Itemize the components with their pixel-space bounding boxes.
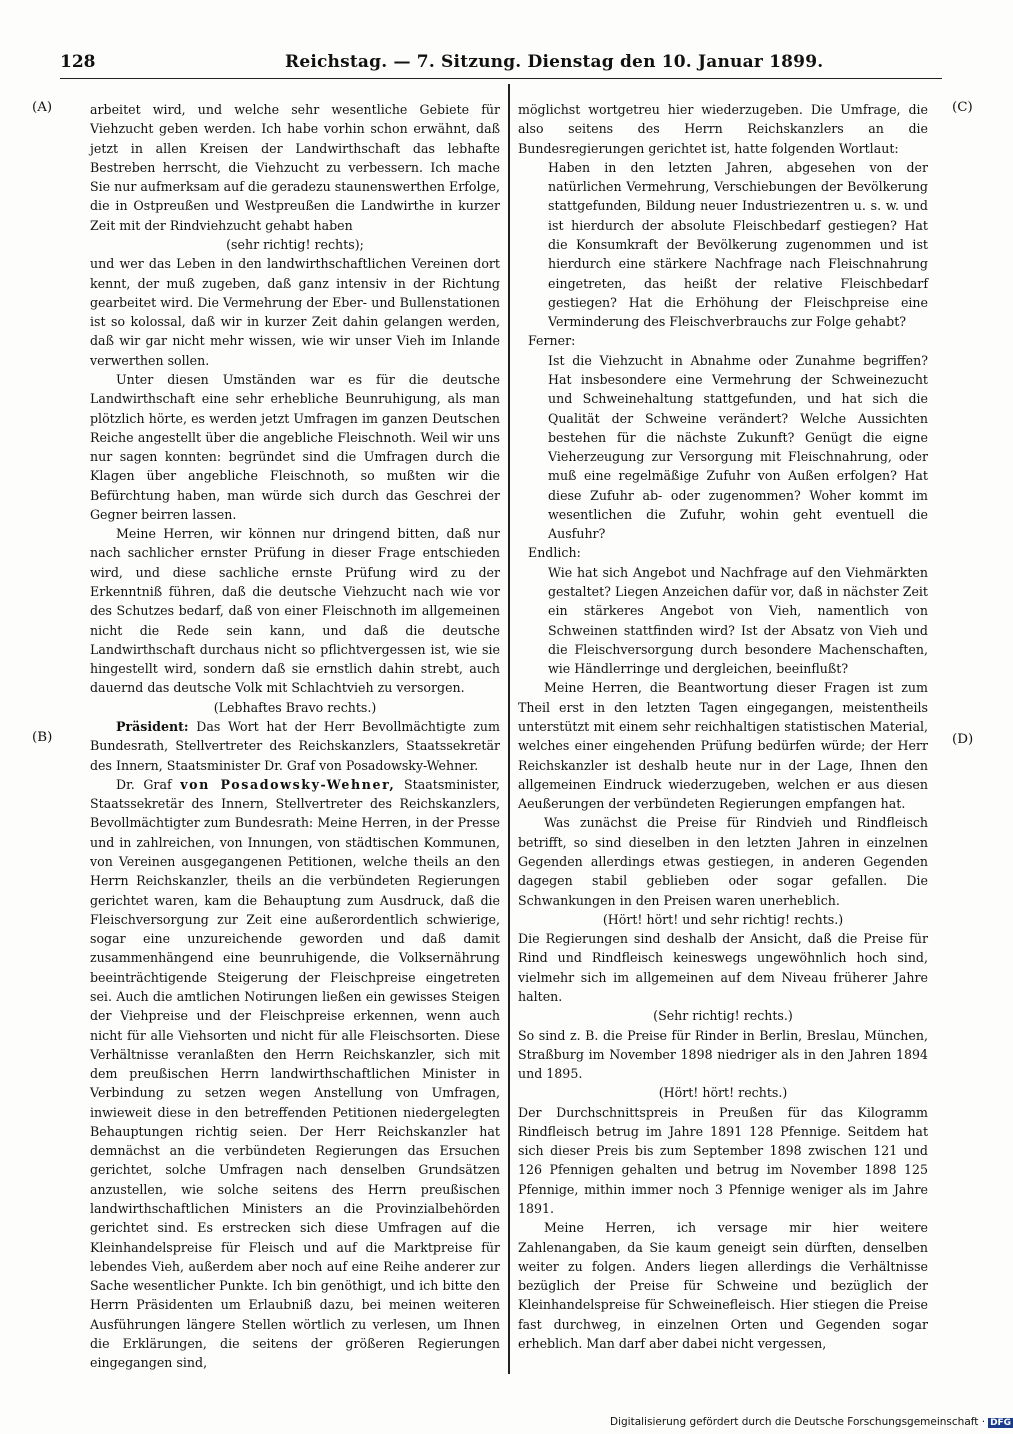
speaker-text: Staatsminister, Staatssekretär des Innern, Stellvertreter des Reichskanzlers, Bevollmächtigter zum Bundesrath: Meine Herren, in der Presse und in zahlreichen, von Innungen, von städtischen Kommunen, von Vereinen ausgegangenen Petitionen, welche theils an den Herrn Reichskanzler, theils an die verbündeten Regierungen gerichtet waren, kam die Behauptung zum Ausdruck, daß die Fleischversorgung zur Zeit eine außerordentlich schwierige, sogar eine unzureichende geworden und daß damit zusammenhängend eine beunruhigende, die Volksernährung beeinträchtigende Steigerung der Fleischpreise eingetreten sei. Auch die amtlichen Notirungen ließen ein gewisses Steigen der Viehpreise und der Fleischpreise erkennen, wenn auch nicht für alle Viehsorten und nicht für alle Fleischsorten. Diese Verhältnisse veranlaßten den Herrn Reichskanzler, sich mit dem preußischen Herrn landwirthschaftlichen Minister in Verbindung zu setzen wegen Anstellung von Umfragen, inwieweit diese in den betreffenden Petitionen niedergelegten Behauptungen richtig seien. Der Herr Reichskanzler hat demnächst an die verbündeten Regierungen das Ersuchen gerichtet, solche Umfragen nach denselben Grundsätzen anzustellen, wie solche seitens des Herrn preußischen landwirthschaftlichen Ministers an die Provinzialbehörden gerichtet sind. Es erstrecken sich diese Umfragen auf die Kleinhandelspreise für Fleisch und auf die Marktpreise für lebendes Vieh, außerdem aber noch auf eine Reihe anderer zur Sache wesentlicher Punkte. Ich bin genöthigt, und ich bitte den Herrn Präsidenten um Erlaubniß dazu, bei meinen weiteren Ausführungen längere Stellen wörtlich zu verlesen, um Ihnen die Erklärungen, die seitens der größeren Regierungen eingegangen sind,	[90, 776, 500, 1371]
question-label: Endlich:	[528, 545, 581, 561]
paragraph: und wer das Leben in den landwirthschaftlichen Vereinen dort kennt, der muß zugeben, daß ganz intensiv in der Richtung gearbeitet wird. Die Vermehrung der Eber- und Bullenstationen ist so kolossal, daß wir in kurzer Zeit dahin gelangen werden, daß wir gar nicht mehr wissen, wie wir unser Vieh im Inlande verwerthen sollen.	[90, 256, 500, 368]
paragraph: So sind z. B. die Preise für Rinder in Berlin, Breslau, München, Straßburg im November 1898 niedriger als in den Jahren 1894 und 1895.	[518, 1027, 928, 1082]
digitization-credit	[610, 1416, 1013, 1428]
speaker-text: Das Wort hat der Herr Bevollmächtigte zum Bundesrath, Stellvertreter des Reichskanzlers, Staatssekretär des Innern, Staatsminister Dr. Graf von Posadowsky-Wehner.	[90, 719, 500, 773]
quoted-question: Haben in den letzten Jahren, abgesehen von der natürlichen Vermehrung, Verschiebungen der Bevölkerung stattgefunden, Bildung neuer Industriezentren u. s. w. und ist hierdurch der absolute Fleischbedarf gestiegen? Hat die Konsumkraft der Bevölkerung zugenommen und ist hierdurch eine stärkere Nachfrage nach Fleischnahrung eingetreten, das heißt der relative Fleischbedarf gestiegen? Hat die Erhöhung der Fleischpreise eine Verminderung des Fleischverbrauchs zur Folge gehabt?	[548, 159, 928, 330]
speaker-paragraph	[90, 775, 500, 1373]
running-title: Reichstag. — 7. Sitzung. Dienstag den 10. Januar 1899.	[285, 52, 824, 72]
quoted-question: Ist die Viehzucht in Abnahme oder Zunahme begriffen? Hat insbesondere eine Vermehrung der Schweinezucht und Schweinehaltung stattgefunden, und hat sich die Qualität der Schweine verändert? Welche Aussichten bestehen für die nächste Zukunft? Genügt die eigne Vieherzeugung zur Versorgung mit Fleischnahrung, oder muß eine regelmäßige Zufuhr von Außen erfolgen? Hat diese Zufuhr ab- oder zugenommen? Woher kommt im wesentlichen die Zufuhr, wohin geht eventuell die Ausfuhr?	[548, 352, 928, 542]
paragraph: arbeitet wird, und welche sehr wesentliche Gebiete für Viehzucht geben werden. Ich habe vorhin schon erwähnt, daß jetzt in allen Kreisen der Landwirthschaft das lebhafte Bestreben herrscht, die Viehzucht zu verbessern. Ich mache Sie nur aufmerksam auf die geradezu staunenswerthen Erfolge, die in Ostpreußen und Westpreußen die Landwirthe in kurzer Zeit mit der Rindviehzucht gehabt haben	[90, 102, 501, 233]
speaker-label: Präsident:	[116, 719, 189, 734]
paragraph: möglichst wortgetreu hier wiederzugeben. Die Umfrage, die also seitens des Herrn Reichskanzlers an die Bundesregierungen gerichtet ist, hatte folgenden Wortlaut:	[518, 102, 928, 156]
footer-text: Digitalisierung gefördert durch die Deutsche Forschungsgemeinschaft ·	[610, 1416, 986, 1428]
speaker-paragraph	[90, 717, 500, 775]
paragraph: Meine Herren, wir können nur dringend bitten, daß nur nach sachlicher ernster Prüfung in dieser Frage entschieden wird, und diese sachliche ernste Prüfung wird zu der Erkenntniß führen, daß die deutsche Viehzucht nach wie vor des Schutzes bedarf, daß von einer Fleischnoth im allgemeinen nicht die Rede sein kann, und daß die deutsche Landwirthschaft durchaus nicht so pflichtvergessen ist, wie sie hingestellt wird, sondern daß sie ernstlich dahin strebt, auch dauernd das deutsche Volk mit Schlachtvieh zu versorgen.	[90, 526, 500, 696]
page-number: 128	[60, 52, 96, 72]
interjection: (Lebhaftes Bravo rechts.)	[213, 699, 377, 715]
speaker-title: Dr. Graf	[116, 776, 172, 792]
margin-marker-b: (B)	[32, 730, 53, 745]
paragraph: Was zunächst die Preise für Rindvieh und Rindfleisch betrifft, so sind dieselben in den letzten Jahren in einzelnen Gegenden allerdings etwas gestiegen, in anderen Gegenden dagegen stabil geblieben oder sogar gefallen. Die Schwankungen in den Preisen waren unerheblich.	[518, 815, 928, 908]
interjection: (sehr richtig! rechts);	[226, 236, 364, 252]
margin-marker-a: (A)	[32, 100, 53, 115]
speaker-name: von Posadowsky-Wehner,	[180, 776, 396, 792]
quoted-question: Wie hat sich Angebot und Nachfrage auf den Viehmärkten gestaltet? Liegen Anzeichen dafür vor, daß in nächster Zeit ein stärkeres Angebot von Vieh, namentlich von Schweinen stattfinden wird? Ist der Absatz von Vieh und die Fleischversorgung durch besondere Machenschaften, wie Händlerringe und dergleichen, beeinflußt?	[548, 564, 928, 677]
dfg-logo: DFG	[990, 1418, 1012, 1428]
interjection: (Sehr richtig! rechts.)	[653, 1008, 793, 1024]
margin-marker-c: (C)	[952, 100, 973, 115]
paragraph: Meine Herren, die Beantwortung dieser Fragen ist zum Theil erst in den letzten Tagen eingegangen, meistentheils unterstützt mit einem sehr reichhaltigen statistischen Material, welches einer eingehenden Prüfung bedürfen würde; der Herr Reichskanzler ist deshalb heute nur in der Lage, Ihnen den allgemeinen Eindruck wiederzugeben, welchen er aus diesen Aeußerungen der verbündeten Regierungen empfangen hat.	[518, 680, 928, 812]
paragraph: Meine Herren, ich versage mir hier weitere Zahlenangaben, da Sie kaum geneigt sein dürften, denselben weiter zu folgen. Anders liegen allerdings die Verhältnisse bezüglich der Preise für Schweine und bezüglich der Kleinhandelspreise für Schweinefleisch. Hier stiegen die Preise fast durchweg, in einzelnen Orten und Gegenden sogar erheblich. Man darf aber dabei nicht vergessen,	[518, 1220, 928, 1351]
interjection: (Hört! hört! rechts.)	[658, 1085, 788, 1101]
left-column	[90, 100, 500, 1373]
interjection: (Hört! hört! und sehr richtig! rechts.)	[602, 911, 844, 927]
margin-marker-d: (D)	[952, 732, 974, 747]
column-divider	[508, 84, 510, 1374]
paragraph: Der Durchschnittspreis in Preußen für das Kilogramm Rindfleisch betrug im Jahre 1891 128 Pfennige. Seitdem hat sich dieser Preis bis zum September 1898 zwischen 121 und 126 Pfennigen gehalten und betrug im November 1898 125 Pfennige, mithin immer noch 3 Pfennige weniger als im Jahre 1891.	[518, 1104, 928, 1217]
paragraph: Unter diesen Umständen war es für die deutsche Landwirthschaft eine sehr erhebliche Beunruhigung, als man plötzlich hörte, es werden jetzt Umfragen im ganzen Deutschen Reiche angestellt über die angebliche Fleischnoth. Weil wir uns nur sagen konnten: begründet sind die Umfragen durch die Klagen über angebliche Fleischnoth, so mußten wir die Befürchtung haben, man würde sich durch das Geschrei der Gegner beirren lassen.	[90, 371, 500, 522]
page-header	[60, 52, 942, 79]
right-column	[518, 100, 928, 1353]
paragraph: Die Regierungen sind deshalb der Ansicht, daß die Preise für Rind und Rindfleisch keineswegs ungewöhnlich hoch sind, vielmehr sich im allgemeinen auf dem Niveau früherer Jahre halten.	[518, 931, 928, 1004]
question-label: Ferner:	[528, 333, 576, 349]
